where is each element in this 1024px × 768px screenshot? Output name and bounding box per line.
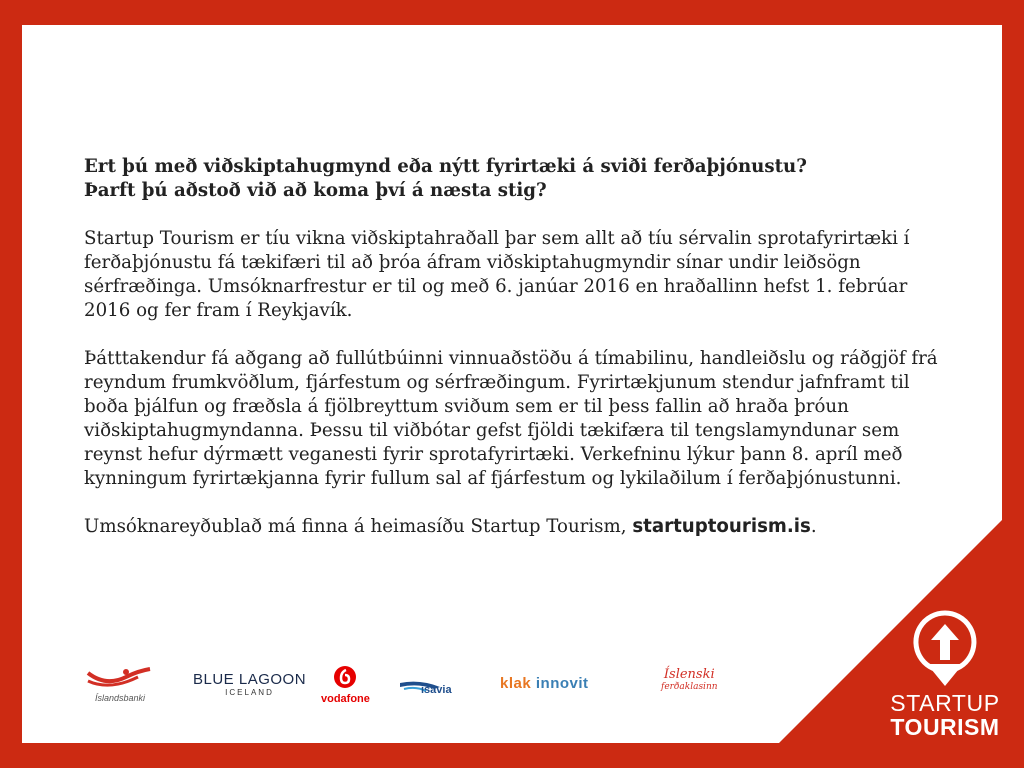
closing-text: Umsóknareyðublað má finna á heimasíðu Startup Tourism, bbox=[84, 516, 633, 537]
islandsbanki-logo bbox=[86, 667, 154, 703]
ferdaklasinn-logo bbox=[661, 667, 718, 692]
blue-lagoon-label: BLUE LAGOON bbox=[193, 671, 307, 688]
ferdaklasinn-label-1: Íslenski bbox=[663, 667, 715, 682]
vodafone-label: vodafone bbox=[321, 693, 370, 705]
vodafone-icon bbox=[333, 665, 357, 689]
main-text bbox=[84, 155, 954, 563]
heading-line-1: Ert þú með viðskiptahugmynd eða nýtt fyrirtæki á sviði ferðaþjónustu? bbox=[84, 156, 807, 177]
brand-word-startup: STARTUP bbox=[890, 690, 1000, 716]
closing-suffix: . bbox=[810, 516, 817, 537]
ferdaklasinn-label-2: ferðaklasinn bbox=[661, 682, 718, 692]
isavia-label: isavia bbox=[421, 684, 452, 696]
heading-line-2: Þarft þú aðstoð við að koma því á næsta stig? bbox=[84, 180, 547, 201]
isavia-logo bbox=[400, 677, 460, 703]
islandsbanki-label: Íslandsbanki bbox=[94, 693, 146, 703]
klak-label: klak bbox=[500, 675, 532, 692]
brand-word-tourism: TOURISM bbox=[890, 714, 1000, 740]
startup-tourism-brand bbox=[880, 610, 1010, 739]
islandsbanki-icon bbox=[86, 667, 154, 689]
innovit-label: innovit bbox=[535, 675, 589, 692]
website-link[interactable]: startuptourism.is bbox=[632, 516, 811, 537]
blue-lagoon-logo bbox=[193, 671, 306, 697]
heading bbox=[84, 155, 954, 203]
closing-paragraph bbox=[84, 515, 954, 539]
paragraph-details: Þátttakendur fá aðgang að fullútbúinni vinnuaðstöðu á tímabilinu, handleiðslu og ráðgjöf frá reyndum frumkvöðlum, fjárfestum og sérfræðingum. Fyrirtækjunum stendur jafnframt til boða þjálfun og fræðsla á fjölbreyttum sviðum sem er til þess fallin að hraða þróun viðskiptahugmyndanna. Þessu til viðbótar gefst fjöldi tækifæra til tengslamyndunar sem reynst hefur dýrmætt veganesti fyrir sprotafyrirtæki. Verkefninu lýkur þann 8. apríl með kynningum fyrirtækjanna fyrir fullum sal af fjárfestum og lykilaðilum í ferðaþjónustunni. bbox=[84, 348, 938, 489]
sponsor-logos bbox=[0, 665, 760, 715]
klak-innovit-logo bbox=[500, 675, 589, 692]
blue-lagoon-sublabel: ICELAND bbox=[225, 688, 274, 697]
paragraph-intro: Startup Tourism er tíu vikna viðskiptahraðall þar sem allt að tíu sérvalin sprotafyrirtæki í ferðaþjónustu fá tækifæri til að þróa áfram viðskiptahugmyndir sínar undir leiðsögn sérfræðinga. Umsóknarfrestur er til og með 6. janúar 2016 en hraðallinn hefst 1. febrúar 2016 og fer fram í Reykjavík. bbox=[84, 228, 910, 321]
vodafone-logo bbox=[321, 665, 370, 705]
map-pin-arrow-icon bbox=[913, 610, 977, 688]
